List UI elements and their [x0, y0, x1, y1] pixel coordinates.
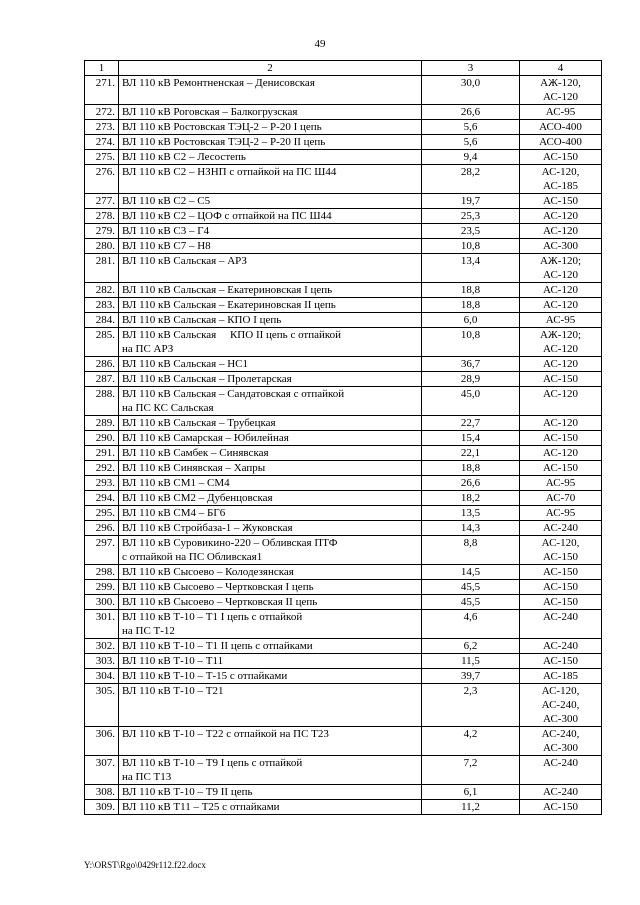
line-length: 15,4 [422, 431, 520, 446]
line-name-cell [119, 224, 422, 239]
line-length: 36,7 [422, 357, 520, 372]
line-name-cell [119, 431, 422, 446]
line-name-cell [119, 416, 422, 431]
line-name-cell [119, 756, 422, 785]
line-name: ВЛ 110 кВ Сальская – Трубецкая [122, 417, 276, 429]
row-number: 300. [85, 595, 119, 610]
line-name-cell [119, 298, 422, 313]
wire-type-cell [520, 357, 602, 372]
wire-type-cell [520, 209, 602, 224]
wire-type-cell [520, 135, 602, 150]
line-name-cell [119, 476, 422, 491]
row-number: 306. [85, 727, 119, 756]
wire-type: АС-120 [543, 91, 578, 103]
line-name-cell [119, 506, 422, 521]
wire-type-cell [520, 328, 602, 357]
wire-type-cell [520, 298, 602, 313]
row-number: 289. [85, 416, 119, 431]
table-row [85, 476, 602, 491]
table-row [85, 372, 602, 387]
line-length: 25,3 [422, 209, 520, 224]
wire-type-cell [520, 669, 602, 684]
line-length: 39,7 [422, 669, 520, 684]
wire-type: АС-300 [543, 742, 578, 754]
line-name: ВЛ 110 кВ Ремонтненская – Денисовская [122, 77, 315, 89]
row-number: 281. [85, 254, 119, 283]
line-length: 19,7 [422, 194, 520, 209]
row-number: 282. [85, 283, 119, 298]
line-length: 26,6 [422, 105, 520, 120]
row-number: 294. [85, 491, 119, 506]
line-length: 45,5 [422, 595, 520, 610]
line-length: 18,8 [422, 283, 520, 298]
line-length: 30,0 [422, 76, 520, 105]
line-name: на ПС Т-12 [122, 625, 175, 637]
wire-type-cell [520, 800, 602, 815]
table-row [85, 446, 602, 461]
wire-type-cell [520, 313, 602, 328]
wire-type-cell [520, 565, 602, 580]
wire-type-cell [520, 506, 602, 521]
wire-type-cell [520, 165, 602, 194]
line-length: 18,8 [422, 298, 520, 313]
line-length: 2,3 [422, 684, 520, 727]
line-name-cell [119, 669, 422, 684]
row-number: 286. [85, 357, 119, 372]
row-number: 272. [85, 105, 119, 120]
table-row [85, 224, 602, 239]
line-name: ВЛ 110 кВ Ростовская ТЭЦ-2 – Р-20 II цепь [122, 136, 326, 148]
wire-type-cell [520, 194, 602, 209]
wire-type: АСО-400 [539, 136, 582, 148]
line-name: ВЛ 110 кВ С2 – Лесостепь [122, 151, 246, 163]
wire-type: АС-240, [541, 728, 580, 740]
wire-type: АС-120 [543, 417, 578, 429]
line-length: 28,9 [422, 372, 520, 387]
row-number: 280. [85, 239, 119, 254]
wire-type: АС-240 [543, 786, 578, 798]
line-length: 4,2 [422, 727, 520, 756]
wire-type-cell [520, 76, 602, 105]
wire-type: АС-150 [543, 373, 578, 385]
line-name: ВЛ 110 кВ Т-10 – Т1 I цепь с отпайкой [122, 611, 303, 623]
column-header: 3 [422, 61, 520, 76]
line-length: 14,5 [422, 565, 520, 580]
wire-type: АС-120 [543, 447, 578, 459]
line-name: ВЛ 110 кВ Т11 – Т25 с отпайками [122, 801, 280, 813]
table-row [85, 639, 602, 654]
table-row [85, 506, 602, 521]
line-name-cell [119, 209, 422, 224]
line-name-cell [119, 639, 422, 654]
table-row [85, 684, 602, 727]
wire-type: АС-240 [543, 611, 578, 623]
column-header: 1 [85, 61, 119, 76]
wire-type-cell [520, 727, 602, 756]
row-number: 279. [85, 224, 119, 239]
line-name: ВЛ 110 кВ Сальская – НС1 [122, 358, 249, 370]
wire-type: АЖ-120; [539, 329, 582, 341]
line-name: на ПС Т13 [122, 771, 172, 783]
table-row [85, 387, 602, 416]
table-row [85, 521, 602, 536]
line-name-cell [119, 387, 422, 416]
line-length: 5,6 [422, 120, 520, 135]
row-number: 308. [85, 785, 119, 800]
wire-type-cell [520, 120, 602, 135]
line-name-cell [119, 536, 422, 565]
line-name-cell [119, 521, 422, 536]
wire-type-cell [520, 785, 602, 800]
wire-type: АС-185 [543, 670, 578, 682]
wire-type: АС-150 [543, 462, 578, 474]
line-name-cell [119, 120, 422, 135]
wire-type-cell [520, 224, 602, 239]
row-number: 271. [85, 76, 119, 105]
line-name-cell [119, 194, 422, 209]
line-name: ВЛ 110 кВ Сысоево – Чертковская I цепь [122, 581, 314, 593]
wire-type-cell [520, 372, 602, 387]
wire-type-cell [520, 387, 602, 416]
line-name-cell [119, 283, 422, 298]
line-length: 9,4 [422, 150, 520, 165]
line-name: ВЛ 110 кВ Сальская – АРЗ [122, 255, 247, 267]
line-length: 4,6 [422, 610, 520, 639]
wire-type-cell [520, 595, 602, 610]
line-length: 22,1 [422, 446, 520, 461]
row-number: 285. [85, 328, 119, 357]
line-name: на ПС АРЗ [122, 343, 174, 355]
line-length: 18,2 [422, 491, 520, 506]
wire-type: АС-70 [545, 492, 576, 504]
wire-type-cell [520, 536, 602, 565]
row-number: 276. [85, 165, 119, 194]
row-number: 307. [85, 756, 119, 785]
table-row [85, 610, 602, 639]
page-number: 49 [314, 38, 326, 50]
wire-type: АС-120 [543, 210, 578, 222]
line-name: ВЛ 110 кВ Самбек – Синявская [122, 447, 269, 459]
wire-type: АЖ-120, [540, 77, 581, 89]
line-length: 13,4 [422, 254, 520, 283]
line-length: 8,8 [422, 536, 520, 565]
row-number: 291. [85, 446, 119, 461]
table-row [85, 431, 602, 446]
table-row [85, 194, 602, 209]
wire-type: АС-120 [543, 358, 578, 370]
line-name: с отпайкой на ПС Обливская1 [122, 551, 263, 563]
line-length: 18,8 [422, 461, 520, 476]
table-row [85, 357, 602, 372]
line-name: ВЛ 110 кВ СМ1 – СМ4 [122, 477, 230, 489]
line-length: 45,0 [422, 387, 520, 416]
line-length: 5,6 [422, 135, 520, 150]
wire-type-cell [520, 756, 602, 785]
row-number: 292. [85, 461, 119, 476]
wire-type-cell [520, 639, 602, 654]
line-name-cell [119, 595, 422, 610]
table-row [85, 135, 602, 150]
table-row [85, 580, 602, 595]
line-name-cell [119, 727, 422, 756]
row-number: 290. [85, 431, 119, 446]
wire-type: АС-120 [543, 269, 578, 281]
row-number: 304. [85, 669, 119, 684]
wire-type: АС-150 [543, 596, 578, 608]
line-name: ВЛ 110 кВ Сальская КПО II цепь с отпайкой [122, 329, 342, 341]
wire-type-cell [520, 684, 602, 727]
line-name: ВЛ 110 кВ Сальская – Сандатовская с отпайкой [122, 388, 345, 400]
wire-type: АС-120 [543, 299, 578, 311]
wire-type: АС-150 [543, 551, 578, 563]
line-name-cell [119, 76, 422, 105]
table-row [85, 565, 602, 580]
row-number: 274. [85, 135, 119, 150]
table-row [85, 150, 602, 165]
row-number: 293. [85, 476, 119, 491]
table-row [85, 491, 602, 506]
line-name: ВЛ 110 кВ Т-10 – Т1 II цепь с отпайками [122, 640, 313, 652]
line-name: ВЛ 110 кВ Т-10 – Т9 I цепь с отпайкой [122, 757, 303, 769]
line-name: ВЛ 110 кВ Ростовская ТЭЦ-2 – Р-20 I цепь [122, 121, 322, 133]
line-name: ВЛ 110 кВ Т-10 – Т9 II цепь [122, 786, 253, 798]
line-name: ВЛ 110 кВ Сысоево – Чертковская II цепь [122, 596, 318, 608]
wire-type-cell [520, 461, 602, 476]
line-length: 11,2 [422, 800, 520, 815]
table-row [85, 536, 602, 565]
wire-type: АС-240 [543, 640, 578, 652]
wire-type: АС-95 [545, 477, 576, 489]
wire-type-cell [520, 580, 602, 595]
wire-type: АС-120, [541, 685, 580, 697]
line-name: ВЛ 110 кВ Сысоево – Колодезянская [122, 566, 294, 578]
table-row [85, 254, 602, 283]
wire-type-cell [520, 239, 602, 254]
line-name: ВЛ 110 кВ Сальская – Екатериновская II цепь [122, 299, 336, 311]
line-name-cell [119, 785, 422, 800]
line-name: ВЛ 110 кВ Сальская – КПО I цепь [122, 314, 282, 326]
row-number: 297. [85, 536, 119, 565]
line-name-cell [119, 313, 422, 328]
line-name-cell [119, 800, 422, 815]
wire-type: АС-120 [543, 388, 578, 400]
table-row [85, 800, 602, 815]
line-name: ВЛ 110 кВ Сальская – Пролетарская [122, 373, 292, 385]
row-number: 273. [85, 120, 119, 135]
wire-type: АС-120 [543, 225, 578, 237]
table-row [85, 461, 602, 476]
column-header: 4 [520, 61, 602, 76]
wire-type-cell [520, 416, 602, 431]
table-row [85, 239, 602, 254]
table-row [85, 595, 602, 610]
line-name-cell [119, 150, 422, 165]
line-length: 10,8 [422, 328, 520, 357]
table-row [85, 120, 602, 135]
wire-type: АСО-400 [539, 121, 582, 133]
line-name: ВЛ 110 кВ Самарская – Юбилейная [122, 432, 289, 444]
line-name-cell [119, 684, 422, 727]
wire-type-cell [520, 283, 602, 298]
line-name: ВЛ 110 кВ С7 – Н8 [122, 240, 211, 252]
wire-type: АС-150 [543, 655, 578, 667]
wire-type: АС-120, [541, 166, 580, 178]
line-name-cell [119, 239, 422, 254]
line-length: 7,2 [422, 756, 520, 785]
row-number: 288. [85, 387, 119, 416]
row-number: 295. [85, 506, 119, 521]
line-length: 13,5 [422, 506, 520, 521]
table-row [85, 209, 602, 224]
line-length: 11,5 [422, 654, 520, 669]
wire-type-cell [520, 431, 602, 446]
line-name-cell [119, 105, 422, 120]
wire-type: АС-120, [541, 537, 580, 549]
wire-type-cell [520, 521, 602, 536]
line-name: ВЛ 110 кВ Т-10 – Т-15 с отпайками [122, 670, 288, 682]
line-name: ВЛ 110 кВ С3 – Г4 [122, 225, 210, 237]
table-row [85, 416, 602, 431]
wire-type: АЖ-120; [539, 255, 582, 267]
row-number: 303. [85, 654, 119, 669]
line-length: 6,0 [422, 313, 520, 328]
line-length: 23,5 [422, 224, 520, 239]
wire-type: АС-150 [543, 581, 578, 593]
line-length: 6,1 [422, 785, 520, 800]
line-name-cell [119, 565, 422, 580]
line-length: 10,8 [422, 239, 520, 254]
row-number: 301. [85, 610, 119, 639]
table-row [85, 654, 602, 669]
line-name: ВЛ 110 кВ С2 – НЗНП с отпайкой на ПС Ш44 [122, 166, 337, 178]
line-name: ВЛ 110 кВ Роговская – Балкогрузская [122, 106, 298, 118]
row-number: 299. [85, 580, 119, 595]
wire-type: АС-150 [543, 566, 578, 578]
wire-type: АС-150 [543, 195, 578, 207]
line-name-cell [119, 372, 422, 387]
wire-type: АС-240 [543, 757, 578, 769]
line-length: 26,6 [422, 476, 520, 491]
wire-type: АС-240, [541, 699, 580, 711]
line-name-cell [119, 491, 422, 506]
row-number: 302. [85, 639, 119, 654]
table-row [85, 785, 602, 800]
table-row [85, 165, 602, 194]
row-number: 309. [85, 800, 119, 815]
line-name: ВЛ 110 кВ СМ2 – Дубенцовская [122, 492, 273, 504]
line-length: 45,5 [422, 580, 520, 595]
line-name-cell [119, 165, 422, 194]
table-body [85, 76, 602, 815]
row-number: 287. [85, 372, 119, 387]
table-row [85, 756, 602, 785]
line-length: 6,2 [422, 639, 520, 654]
wire-type: АС-150 [543, 801, 578, 813]
wire-type-cell [520, 491, 602, 506]
row-number: 298. [85, 565, 119, 580]
wire-type: АС-300 [543, 240, 578, 252]
table-header-row [85, 61, 602, 76]
wire-type-cell [520, 476, 602, 491]
power-lines-table [84, 60, 602, 815]
wire-type-cell [520, 610, 602, 639]
wire-type: АС-120 [543, 343, 578, 355]
line-name-cell [119, 328, 422, 357]
line-name: ВЛ 110 кВ Суровикино-220 – Обливская ПТФ [122, 537, 338, 549]
wire-type: АС-95 [545, 314, 576, 326]
line-name: ВЛ 110 кВ С2 – С5 [122, 195, 211, 207]
wire-type-cell [520, 150, 602, 165]
wire-type: АС-120 [543, 284, 578, 296]
line-length: 14,3 [422, 521, 520, 536]
wire-type: АС-95 [545, 106, 576, 118]
line-name: ВЛ 110 кВ С2 – ЦОФ с отпайкой на ПС Ш44 [122, 210, 332, 222]
column-header: 2 [119, 61, 422, 76]
line-name: на ПС КС Сальская [122, 402, 214, 414]
table-row [85, 76, 602, 105]
row-number: 277. [85, 194, 119, 209]
wire-type-cell [520, 446, 602, 461]
wire-type-cell [520, 105, 602, 120]
wire-type: АС-150 [543, 151, 578, 163]
wire-type: АС-240 [543, 522, 578, 534]
table-row [85, 283, 602, 298]
wire-type: АС-185 [543, 180, 578, 192]
line-name-cell [119, 135, 422, 150]
line-length: 28,2 [422, 165, 520, 194]
table-row [85, 313, 602, 328]
line-name: ВЛ 110 кВ Т-10 – Т11 [122, 655, 224, 667]
line-name-cell [119, 610, 422, 639]
line-name-cell [119, 357, 422, 372]
line-name: ВЛ 110 кВ СМ4 – БГ6 [122, 507, 226, 519]
line-name-cell [119, 654, 422, 669]
wire-type: АС-300 [543, 713, 578, 725]
row-number: 278. [85, 209, 119, 224]
line-name: ВЛ 110 кВ Сальская – Екатериновская I цепь [122, 284, 333, 296]
row-number: 275. [85, 150, 119, 165]
line-name-cell [119, 446, 422, 461]
line-length: 22,7 [422, 416, 520, 431]
row-number: 305. [85, 684, 119, 727]
footer-file-path: Y:\ORST\Rgo\0429r112.f22.docx [84, 860, 206, 870]
row-number: 296. [85, 521, 119, 536]
line-name-cell [119, 461, 422, 476]
table-row [85, 105, 602, 120]
wire-type: АС-150 [543, 432, 578, 444]
wire-type-cell [520, 254, 602, 283]
line-name: ВЛ 110 кВ Синявская – Хапры [122, 462, 266, 474]
table-row [85, 727, 602, 756]
table-row [85, 669, 602, 684]
wire-type-cell [520, 654, 602, 669]
table-row [85, 328, 602, 357]
wire-type: АС-95 [545, 507, 576, 519]
row-number: 283. [85, 298, 119, 313]
line-name-cell [119, 254, 422, 283]
line-name: ВЛ 110 кВ Т-10 – Т22 с отпайкой на ПС Т23 [122, 728, 329, 740]
table-row [85, 298, 602, 313]
row-number: 284. [85, 313, 119, 328]
line-name-cell [119, 580, 422, 595]
line-name: ВЛ 110 кВ Т-10 – Т21 [122, 685, 224, 697]
line-name: ВЛ 110 кВ Стройбаза-1 – Жуковская [122, 522, 293, 534]
